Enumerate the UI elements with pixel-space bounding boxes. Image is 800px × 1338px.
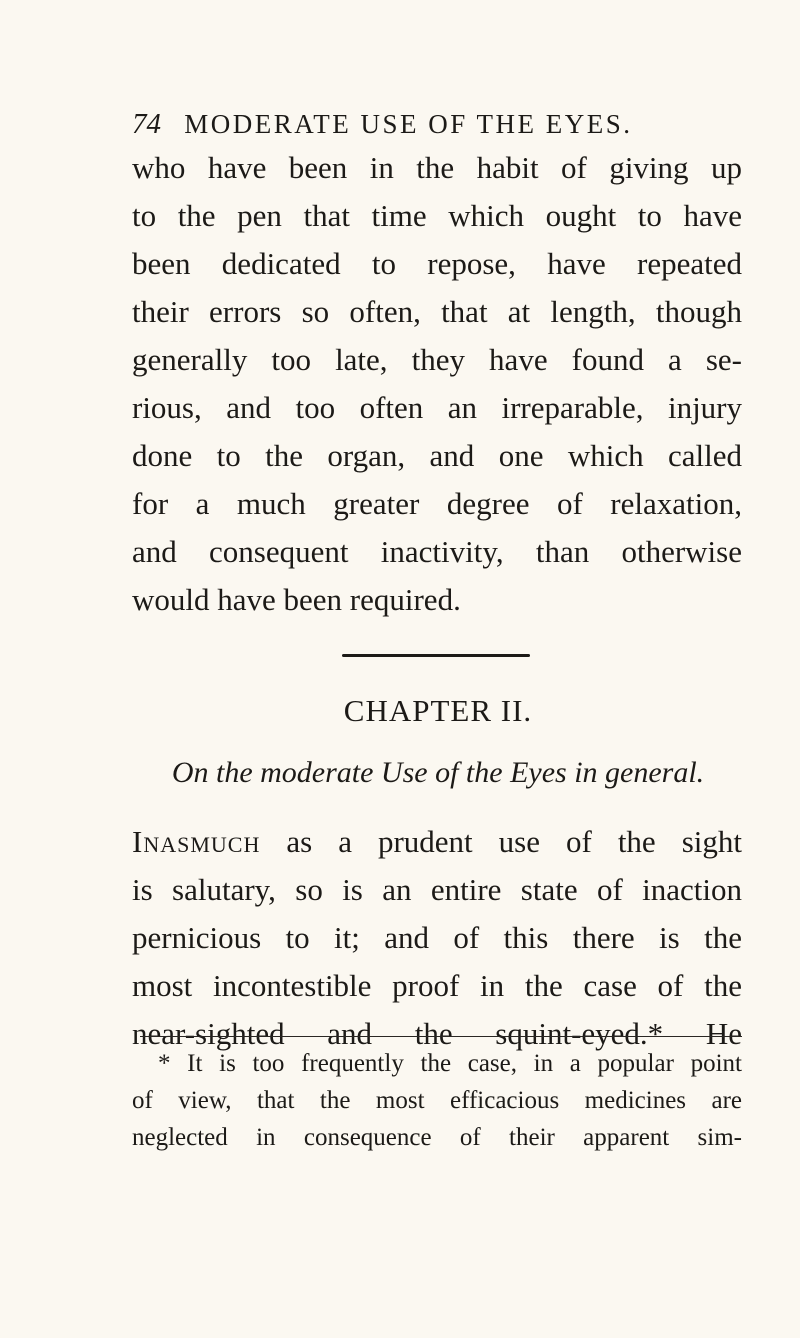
continued-paragraph bbox=[132, 144, 742, 624]
text-line: their errors so often, that at length, though bbox=[132, 294, 742, 329]
running-title: MODERATE USE OF THE EYES. bbox=[184, 109, 633, 139]
chapter-paragraph bbox=[132, 818, 742, 1058]
text-line: near-sighted and the squint-eyed.* He bbox=[132, 1016, 742, 1051]
text-line: done to the organ, and one which called bbox=[132, 438, 742, 473]
text-line: rious, and too often an irreparable, injury bbox=[132, 390, 742, 425]
text-line: most incontestible proof in the case of the bbox=[132, 968, 742, 1003]
chapter-heading: CHAPTER II. bbox=[343, 693, 533, 728]
text-line: and consequent inactivity, than otherwise bbox=[132, 534, 742, 569]
text-line: been dedicated to repose, have repeated bbox=[132, 246, 742, 281]
text-line bbox=[132, 818, 742, 866]
page-number: 74 bbox=[132, 108, 161, 140]
text-line: who have been in the habit of giving up bbox=[132, 150, 742, 185]
footnote-line: * It is too frequently the case, in a popular point bbox=[158, 1050, 742, 1077]
footnote-line: of view, that the most efficacious medicines are bbox=[132, 1087, 742, 1114]
text-line: generally too late, they have found a se- bbox=[132, 342, 742, 377]
chapter-subtitle: On the moderate Use of the Eyes in general. bbox=[171, 756, 705, 789]
lead-line-rest: as a prudent use of the sight bbox=[260, 824, 742, 859]
text-line: would have been required. bbox=[132, 582, 461, 617]
text-line: for a much greater degree of relaxation, bbox=[132, 486, 742, 521]
running-header bbox=[132, 108, 732, 141]
footnote-rule bbox=[140, 1036, 742, 1037]
footnote-line: neglected in consequence of their apparent sim- bbox=[132, 1124, 742, 1151]
text-line: is salutary, so is an entire state of inaction bbox=[132, 872, 742, 907]
lead-word: Inasmuch bbox=[132, 824, 261, 859]
text-line: pernicious to it; and of this there is the bbox=[132, 920, 742, 955]
text-line: to the pen that time which ought to have bbox=[132, 198, 742, 233]
footnote bbox=[132, 1045, 742, 1156]
chapter-divider-rule bbox=[342, 654, 530, 657]
